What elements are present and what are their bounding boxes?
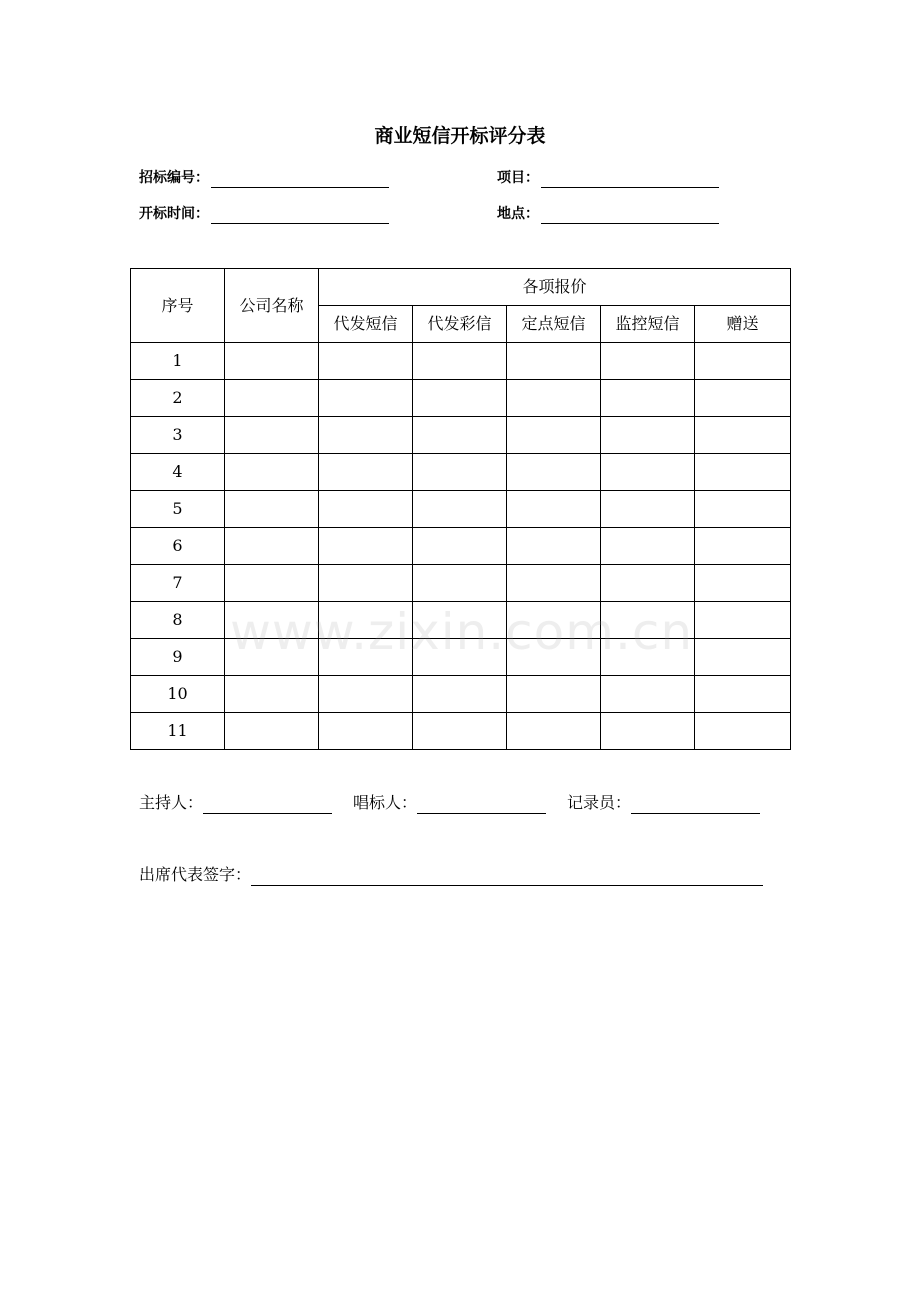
- recorder-blank[interactable]: [631, 794, 760, 814]
- row-serial-number: 1: [131, 343, 225, 380]
- table-cell[interactable]: [601, 454, 695, 491]
- table-cell[interactable]: [695, 639, 791, 676]
- table-cell[interactable]: [319, 454, 413, 491]
- table-cell[interactable]: [695, 417, 791, 454]
- table-cell[interactable]: [507, 713, 601, 750]
- header-serial-number: 序号: [131, 269, 225, 343]
- table-cell[interactable]: [413, 602, 507, 639]
- table-cell[interactable]: [225, 528, 319, 565]
- table-cell[interactable]: [695, 713, 791, 750]
- header-gift: 赠送: [695, 306, 791, 343]
- table-cell[interactable]: [225, 565, 319, 602]
- table-row: [131, 491, 791, 528]
- row-serial-number: 6: [131, 528, 225, 565]
- host-signature: [139, 792, 332, 814]
- row-serial-number: 9: [131, 639, 225, 676]
- table-cell[interactable]: [601, 528, 695, 565]
- project-label: 项目：: [497, 170, 539, 186]
- row-serial-number: 7: [131, 565, 225, 602]
- table-row: [131, 417, 791, 454]
- bid-number-field: [139, 168, 389, 188]
- table-cell[interactable]: [601, 676, 695, 713]
- table-cell[interactable]: [225, 491, 319, 528]
- header-sms-proxy: 代发短信: [319, 306, 413, 343]
- header-company-name: 公司名称: [225, 269, 319, 343]
- host-label: 主持人：: [139, 793, 204, 812]
- open-time-field: [139, 204, 389, 224]
- table-cell[interactable]: [413, 454, 507, 491]
- table-cell[interactable]: [695, 602, 791, 639]
- table-cell[interactable]: [225, 417, 319, 454]
- table-cell[interactable]: [319, 528, 413, 565]
- table-cell[interactable]: [225, 454, 319, 491]
- table-cell[interactable]: [413, 639, 507, 676]
- table-cell[interactable]: [507, 528, 601, 565]
- table-cell[interactable]: [507, 639, 601, 676]
- table-cell[interactable]: [319, 639, 413, 676]
- table-cell[interactable]: [319, 565, 413, 602]
- table-cell[interactable]: [319, 602, 413, 639]
- table-cell[interactable]: [225, 713, 319, 750]
- table-cell[interactable]: [507, 343, 601, 380]
- host-blank[interactable]: [203, 794, 332, 814]
- table-cell[interactable]: [413, 380, 507, 417]
- table-cell[interactable]: [319, 417, 413, 454]
- bid-number-label: 招标编号：: [139, 170, 209, 186]
- header-mms-proxy: 代发彩信: [413, 306, 507, 343]
- table-cell[interactable]: [319, 676, 413, 713]
- table-cell[interactable]: [507, 565, 601, 602]
- table-cell[interactable]: [601, 713, 695, 750]
- table-cell[interactable]: [507, 676, 601, 713]
- table-cell[interactable]: [413, 343, 507, 380]
- row-serial-number: 3: [131, 417, 225, 454]
- attendees-label: 出席代表签字：: [139, 865, 252, 884]
- bid-number-blank[interactable]: [211, 170, 389, 188]
- table-cell[interactable]: [601, 343, 695, 380]
- table-row: [131, 454, 791, 491]
- table-cell[interactable]: [507, 380, 601, 417]
- table-cell[interactable]: [413, 676, 507, 713]
- page-title: 商业短信开标评分表: [374, 125, 546, 147]
- announcer-signature: [353, 792, 546, 814]
- table-row: [131, 528, 791, 565]
- table-row: [131, 639, 791, 676]
- table-cell[interactable]: [413, 565, 507, 602]
- table-cell[interactable]: [695, 454, 791, 491]
- table-cell[interactable]: [601, 491, 695, 528]
- table-cell[interactable]: [225, 639, 319, 676]
- open-time-blank[interactable]: [211, 206, 389, 224]
- watermark: www.zixin.com.cn: [230, 603, 694, 661]
- table-cell[interactable]: [601, 602, 695, 639]
- table-cell[interactable]: [695, 380, 791, 417]
- table-cell[interactable]: [413, 713, 507, 750]
- table-cell[interactable]: [601, 380, 695, 417]
- table-cell[interactable]: [601, 565, 695, 602]
- table-cell[interactable]: [413, 417, 507, 454]
- table-row: [131, 602, 791, 639]
- table-cell[interactable]: [225, 380, 319, 417]
- row-serial-number: 11: [131, 713, 225, 750]
- location-blank[interactable]: [541, 206, 719, 224]
- table-cell[interactable]: [507, 491, 601, 528]
- header-monitor-sms: 监控短信: [601, 306, 695, 343]
- table-cell[interactable]: [319, 491, 413, 528]
- header-targeted-sms: 定点短信: [507, 306, 601, 343]
- bid-score-table: [130, 268, 791, 750]
- table-cell[interactable]: [601, 639, 695, 676]
- header-quotes-group: 各项报价: [319, 269, 791, 306]
- row-serial-number: 4: [131, 454, 225, 491]
- location-field: [497, 204, 719, 224]
- location-label: 地点：: [497, 206, 539, 222]
- table-cell[interactable]: [319, 380, 413, 417]
- project-field: [497, 168, 719, 188]
- recorder-label: 记录员：: [567, 793, 632, 812]
- table-cell[interactable]: [695, 676, 791, 713]
- attendees-blank[interactable]: [251, 866, 763, 886]
- table-cell[interactable]: [413, 491, 507, 528]
- table-cell[interactable]: [225, 602, 319, 639]
- table-cell[interactable]: [413, 528, 507, 565]
- recorder-signature: [567, 792, 760, 814]
- open-time-label: 开标时间：: [139, 206, 209, 222]
- project-blank[interactable]: [541, 170, 719, 188]
- table-row: [131, 676, 791, 713]
- table-cell[interactable]: [507, 602, 601, 639]
- table-cell[interactable]: [507, 417, 601, 454]
- table-cell[interactable]: [319, 343, 413, 380]
- table-row: [131, 713, 791, 750]
- table-row: [131, 565, 791, 602]
- announcer-label: 唱标人：: [353, 793, 418, 812]
- table-row: [131, 343, 791, 380]
- table-cell[interactable]: [695, 491, 791, 528]
- table-cell[interactable]: [225, 343, 319, 380]
- table-row: [131, 380, 791, 417]
- row-serial-number: 5: [131, 491, 225, 528]
- table-cell[interactable]: [507, 454, 601, 491]
- row-serial-number: 2: [131, 380, 225, 417]
- row-serial-number: 8: [131, 602, 225, 639]
- table-cell[interactable]: [695, 565, 791, 602]
- announcer-blank[interactable]: [417, 794, 546, 814]
- attendees-signature: [139, 864, 763, 886]
- table-cell[interactable]: [695, 528, 791, 565]
- table-cell[interactable]: [319, 713, 413, 750]
- table-cell[interactable]: [601, 417, 695, 454]
- table-cell[interactable]: [695, 343, 791, 380]
- row-serial-number: 10: [131, 676, 225, 713]
- table-cell[interactable]: [225, 676, 319, 713]
